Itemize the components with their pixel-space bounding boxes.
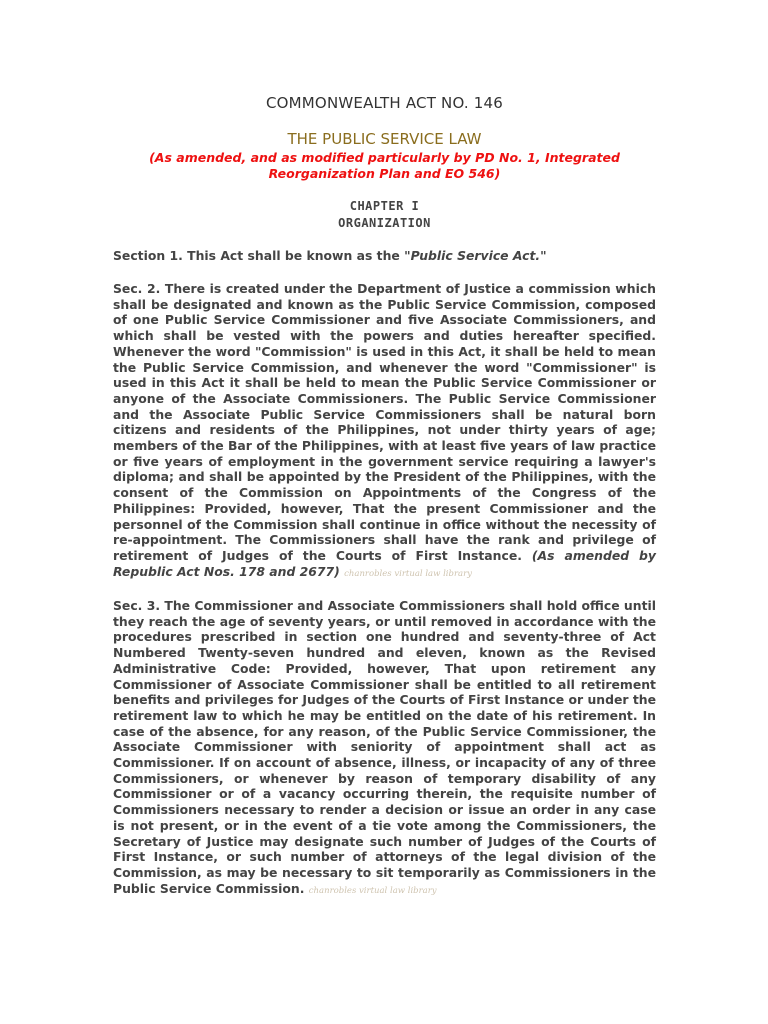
section-3-text: Sec. 3. The Commissioner and Associate Commissioners shall hold office until they reach the age of seventy years, or until removed in accordance with the procedures prescribed in section one hundred and seventy-three of Act Numbered Twenty-seven hundred and eleven, known as the Revised Administrative Code: Provided, however, That upon retirement any Commissioner of Associate Commissioner shall be entitled to all retirement benefits and privileges for Judges of the Courts of First Instance or under the retirement law to which he may be entitled on the date of his retirement. In case of the absence, for any reason, of the Public Service Commissioner, the Associate Commissioner with seniority of appointment shall act as Commissioner. If on account of absence, illness, or incapacity of any of three Commissioners, or whenever by reason of temporary disability of any Commissioner or of a vacancy occurring therein, the requisite number of Commissioners necessary to render a decision or issue an order in any case is not present, or in the event of a tie vote among the Commissioners, the Secretary of Justice may designate such number of Judges of the Courts of First Instance, or such number of attorneys of the legal division of the Commission, as may be necessary to sit temporarily as Commissioners in the Public Service Commission.: [113, 598, 656, 896]
section-1: [113, 248, 656, 264]
section-2-text: Sec. 2. There is created under the Department of Justice a commission which shall be designated and known as the Public Service Commission, composed of one Public Service Commissioner and five Associate Commissioners, and which shall be vested with the powers and duties hereafter specified. Whenever the word "Commission" is used in this Act, it shall be held to mean the Public Service Commission, and whenever the word "Commissioner" is used in this Act it shall be held to mean the Public Service Commissioner or anyone of the Associate Commissioners. The Public Service Commissioner and the Associate Public Service Commissioners shall be natural born citizens and residents of the Philippines, not under thirty years of age; members of the Bar of the Philippines, with at least five years of law practice or five years of employment in the government service requiring a lawyer's diploma; and shall be appointed by the President of the Philippines, with the consent of the Commission on Appointments of the Congress of the Philippines: Provided, however, That the present Commissioner and the personnel of the Commission shall continue in office without the necessity of re-appointment. The Commissioners shall have the rank and privilege of retirement of Judges of the Courts of First Instance.: [113, 281, 656, 563]
law-title: THE PUBLIC SERVICE LAW: [287, 130, 482, 148]
act-title: COMMONWEALTH ACT NO. 146: [265, 94, 504, 112]
chapter-name: ORGANIZATION: [338, 216, 431, 230]
watermark-text: chanrobles virtual law library: [308, 885, 437, 896]
section-1-short-title: "Public Service Act.": [404, 248, 547, 263]
chapter-number: CHAPTER I: [349, 199, 420, 213]
section-3: [113, 598, 656, 899]
section-2-amendment: (As amended by Republic Act Nos. 178 and 2677): [113, 547, 656, 579]
section-2: [113, 281, 656, 582]
chapter-heading: [113, 198, 656, 232]
amendment-note: (As amended, and as modified particularly by PD No. 1, Integrated Reorganization Plan and EO 546): [149, 150, 620, 181]
section-1-text: Section 1. This Act shall be known as the: [113, 248, 405, 263]
watermark-text: chanrobles virtual law library: [344, 568, 472, 579]
document-page: [113, 0, 656, 1024]
